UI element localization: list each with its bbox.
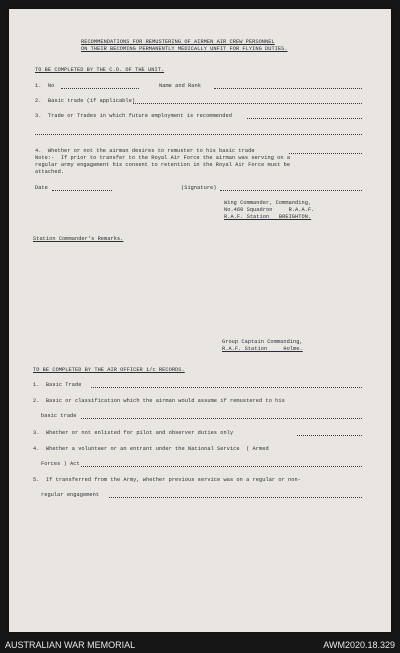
records-item4-leader — [81, 466, 362, 467]
records-item5-line2: regular engagement — [41, 492, 100, 498]
item4-note-line3: regular army engagement his consent to retention in the Royal Air Force must be — [35, 162, 291, 168]
item1-no-label: 1. No — [35, 83, 55, 89]
item2-label: 2. Basic trade (if applicable) — [35, 98, 136, 104]
group-captain-line2: R.A.F. Station Holme. — [222, 346, 303, 352]
item3-label: 3. Trade or Trades in which future employment is recommended — [35, 113, 232, 119]
item1-name-leader — [214, 88, 362, 89]
item4-note-line2: Note:- If prior to transfer to the Royal Air Force the airman was serving on a — [35, 155, 291, 161]
section1-heading: TO BE COMPLETED BY THE C.O. OF THE UNIT. — [35, 67, 165, 73]
item1-no-leader — [61, 88, 139, 89]
records-item3-label: 3. Whether or not enlisted for pilot and observer duties only — [33, 430, 234, 436]
records-item2-line2: basic trade — [41, 413, 77, 419]
records-item3-leader — [297, 435, 362, 436]
item3-leader — [247, 118, 362, 119]
item4-leader — [289, 153, 362, 154]
records-item4-line1: 4. Whether a volunteer or an entrant under the National Service ( Armed — [33, 446, 269, 452]
signatory-line3: R.A.F. Station BREIGHTON. — [224, 214, 312, 220]
signature-label: (Signature) — [181, 185, 217, 191]
signatory-line1: Wing Commander, Commanding, — [224, 200, 312, 206]
footer-source: AUSTRALIAN WAR MEMORIAL — [5, 640, 136, 650]
group-captain-line1: Group Captain Commanding, — [222, 339, 303, 345]
station-commander-remarks-heading: Station Commander's Remarks. — [33, 236, 124, 242]
records-item1-leader — [91, 387, 362, 388]
document-page — [9, 9, 391, 632]
date-leader — [52, 190, 112, 191]
records-item4-line2: Forces ) Act — [41, 461, 80, 467]
section2-heading: TO BE COMPLETED BY THE AIR OFFICER i/c RECORDS. — [33, 367, 185, 373]
records-item5-line1: 5. If transferred from the Army, whether previous service was on a regular or non- — [33, 477, 301, 483]
records-item5-leader — [109, 497, 362, 498]
document-title-line1: RECOMMENDATIONS FOR REMUSTERING OF AIRMEN AIR CREW PERSONNEL — [81, 39, 275, 45]
item4-line1: 4. Whether or not the airman desires to remuster to his basic trade — [35, 148, 255, 154]
date-label: Date — [35, 185, 48, 191]
records-item2-leader — [81, 418, 362, 419]
document-title-line2: ON THEIR BECOMING PERMANENTLY MEDICALLY UNFIT FOR FLYING DUTIES. — [81, 46, 288, 52]
signatory-line2: No.460 Squadron R.A.A.F. — [224, 207, 315, 213]
records-item2-line1: 2. Basic or classification which the airman would assume if remustered to his — [33, 398, 285, 404]
item1-name-label: Name and Rank — [159, 83, 201, 89]
item2-leader — [133, 103, 362, 104]
item4-note-line4: attached. — [35, 169, 65, 175]
footer-reference: AWM2020.18.329 — [323, 640, 395, 650]
records-item1-label: 1. Basic Trade — [33, 382, 82, 388]
signature-leader — [220, 190, 362, 191]
item3-leader-line2 — [35, 134, 362, 135]
